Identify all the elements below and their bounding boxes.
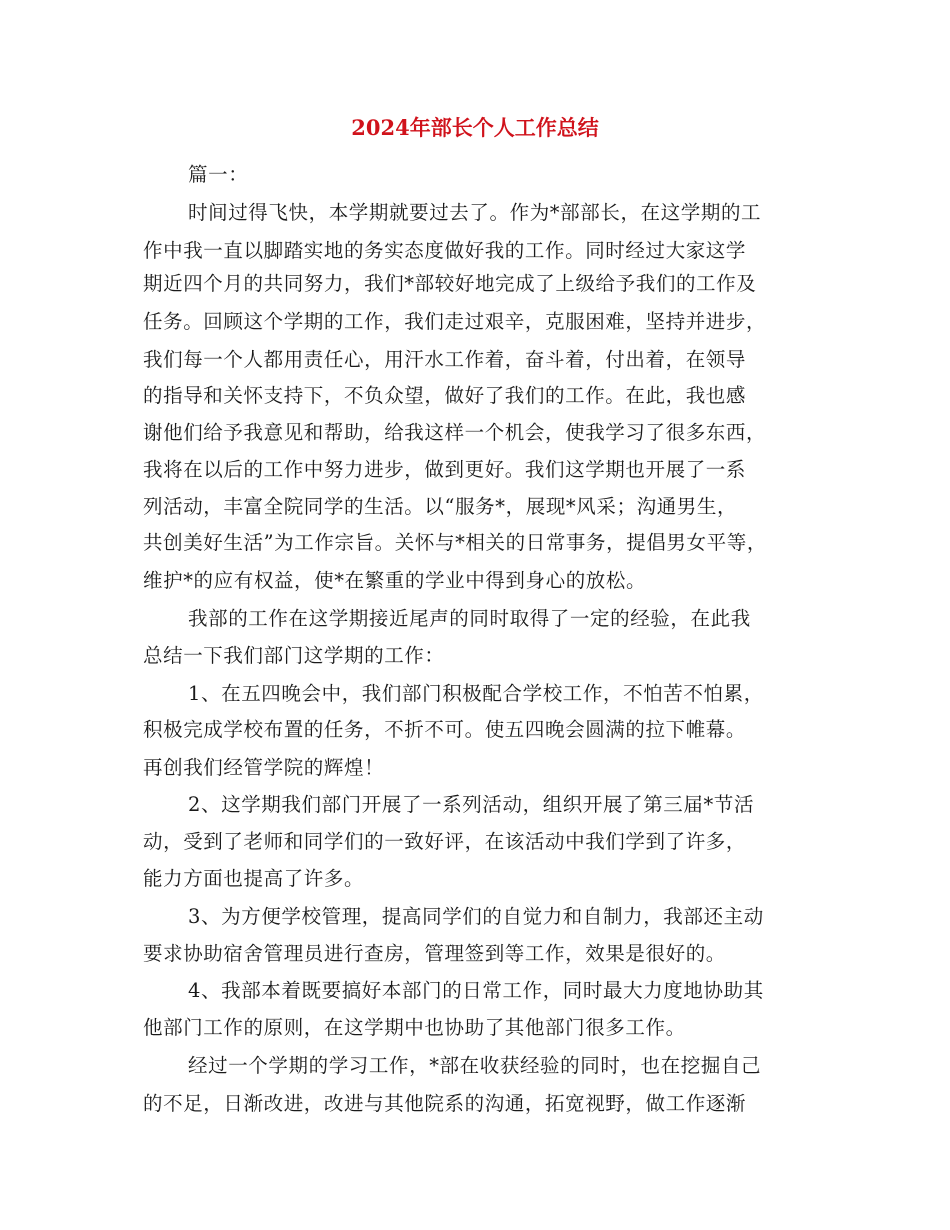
body-line: 作中我一直以脚踏实地的务实态度做好我的工作。同时经过大家这学 [143, 239, 747, 262]
list-item-1-line: 1、在五四晚会中，我们部门积极配合学校工作，不怕苦不怕累， [188, 682, 764, 705]
list-item-1-line: 再创我们经管学院的辉煌！ [143, 756, 385, 779]
body-line: 维护*的应有权益，使*在繁重的学业中得到身心的放松。 [143, 569, 647, 592]
body-line: 我们每一个人都用责任心，用汗水工作着，奋斗着，付出着，在领导 [143, 348, 747, 371]
body-line: 的指导和关怀支持下，不负众望，做好了我们的工作。在此，我也感 [143, 384, 747, 407]
list-item-3-line: 要求协助宿舍管理员进行查房，管理签到等工作，效果是很好的。 [143, 942, 726, 965]
list-item-4-line: 4、我部本着既要搞好本部门的日常工作，同时最大力度地协助其 [188, 979, 764, 1002]
body-line: 列活动，丰富全院同学的生活。以“服务*，展现*风采；沟通男生， [143, 495, 738, 518]
body-line: 我将在以后的工作中努力进步，做到更好。我们这学期也开展了一系 [143, 458, 747, 481]
body-line: 期近四个月的共同努力，我们*部较好地完成了上级给予我们的工作及 [143, 272, 757, 295]
section-label: 篇一： [188, 163, 249, 186]
body-line: 时间过得飞快，本学期就要过去了。作为*部部长，在这学期的工 [188, 201, 762, 224]
body-line: 任务。回顾这个学期的工作，我们走过艰辛，克服困难，坚持并进步， [143, 310, 767, 333]
list-item-1-line: 积极完成学校布置的任务，不折不可。使五四晚会圆满的拉下帷幕。 [143, 718, 747, 741]
body-line: 经过一个学期的学习工作，*部在收获经验的同时，也在挖掘自己 [188, 1054, 762, 1077]
body-line: 共创美好生活”为工作宗旨。关怀与*相关的日常事务，提倡男女平等， [143, 531, 767, 554]
list-item-2-line: 能力方面也提高了许多。 [143, 867, 365, 890]
body-line: 总结一下我们部门这学期的工作： [143, 644, 445, 667]
list-item-3-line: 3、为方便学校管理，提高同学们的自觉力和自制力，我部还主动 [188, 905, 764, 928]
body-line: 我部的工作在这学期接近尾声的同时取得了一定的经验，在此我 [188, 607, 751, 630]
body-line: 的不足，日渐改进，改进与其他院系的沟通，拓宽视野，做工作逐渐 [143, 1092, 747, 1115]
list-item-4-line: 他部门工作的原则，在这学期中也协助了其他部门很多工作。 [143, 1016, 686, 1039]
list-item-2-line: 动，受到了老师和同学们的一致好评，在该活动中我们学到了许多， [143, 830, 747, 853]
body-line: 谢他们给予我意见和帮助，给我这样一个机会，使我学习了很多东西， [143, 421, 767, 444]
document-title: 2024年部长个人工作总结 [351, 115, 599, 140]
list-item-2-line: 2、这学期我们部门开展了一系列活动，组织开展了第三届*节活 [188, 793, 755, 816]
